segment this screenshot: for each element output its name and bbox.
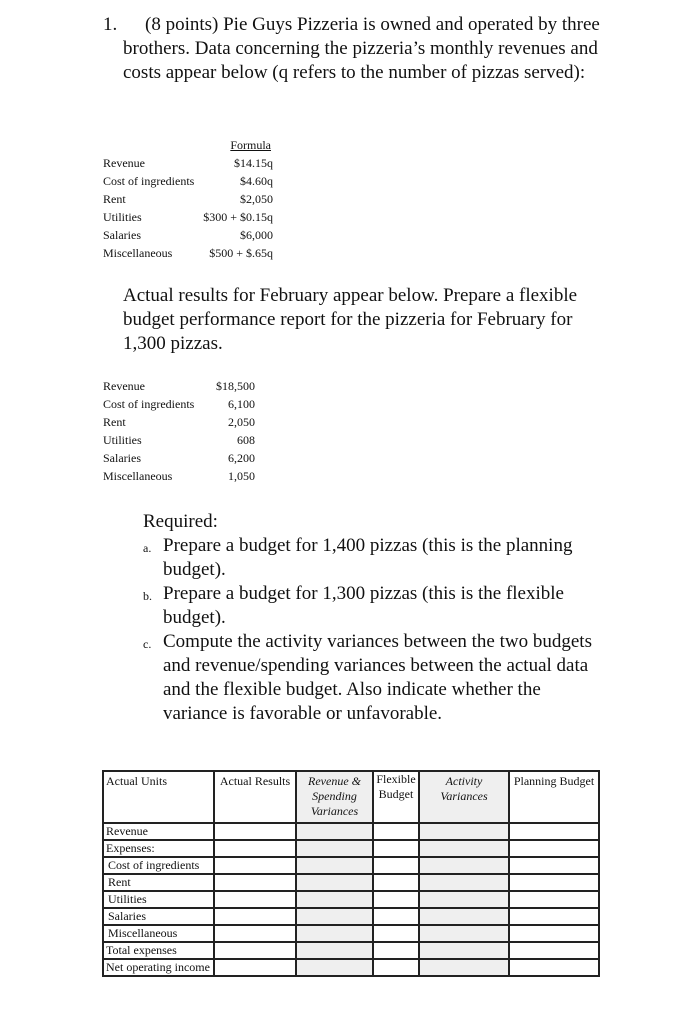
header-activity-variances: Activity Variances xyxy=(419,771,509,823)
required-item: Compute the activity variances between the two budgets and revenue/spending variances between the actual data and the flexible budget. Also indicate whether the variance is favorable or unfavorable. xyxy=(163,631,592,724)
cell-flexible-budget[interactable] xyxy=(373,874,419,891)
problem-number: 1. xyxy=(103,14,118,35)
cell-actual-results[interactable] xyxy=(214,959,296,976)
cell-actual-results[interactable] xyxy=(214,908,296,925)
cell-planning-budget[interactable] xyxy=(509,925,599,942)
cell-activity-variance[interactable] xyxy=(419,823,509,840)
item-letter: c. xyxy=(143,637,152,651)
required-title: Required: xyxy=(143,511,218,532)
cell-flexible-budget[interactable] xyxy=(373,823,419,840)
required-section xyxy=(143,510,603,726)
actual-results-table xyxy=(103,377,255,485)
cell-revenue-spending-variance[interactable] xyxy=(296,959,373,976)
cell-actual-results[interactable] xyxy=(214,840,296,857)
cell-activity-variance[interactable] xyxy=(419,925,509,942)
header-revenue-spending-variances: Revenue & Spending Variances xyxy=(296,771,373,823)
item-letter: b. xyxy=(143,589,152,603)
cell-actual-results[interactable] xyxy=(214,942,296,959)
actual-value: 608 xyxy=(237,433,255,447)
cell-planning-budget[interactable] xyxy=(509,857,599,874)
cell-revenue-spending-variance[interactable] xyxy=(296,942,373,959)
header-flexible-budget: Flexible Budget xyxy=(373,771,419,823)
header-actual-results: Actual Results xyxy=(214,771,296,823)
cell-activity-variance[interactable] xyxy=(419,959,509,976)
cell-planning-budget[interactable] xyxy=(509,959,599,976)
formula-label: Rent xyxy=(103,192,126,206)
table-row xyxy=(103,823,599,840)
table-row xyxy=(103,840,599,857)
header-actual-units: Actual Units xyxy=(103,771,214,823)
actual-value: 2,050 xyxy=(228,415,255,429)
formula-table xyxy=(103,136,273,262)
cell-revenue-spending-variance[interactable] xyxy=(296,857,373,874)
cell-flexible-budget[interactable] xyxy=(373,959,419,976)
row-label: Miscellaneous xyxy=(103,925,214,942)
actual-label: Revenue xyxy=(103,379,145,393)
table-row xyxy=(103,925,599,942)
row-label: Salaries xyxy=(103,908,214,925)
table-row xyxy=(103,942,599,959)
formula-label: Salaries xyxy=(103,228,141,242)
cell-planning-budget[interactable] xyxy=(509,908,599,925)
cell-planning-budget[interactable] xyxy=(509,942,599,959)
row-label: Net operating income xyxy=(103,959,214,976)
actual-label: Miscellaneous xyxy=(103,469,173,483)
formula-label: Revenue xyxy=(103,156,145,170)
formula-value: $2,050 xyxy=(240,192,273,206)
row-label: Rent xyxy=(103,874,214,891)
cell-revenue-spending-variance[interactable] xyxy=(296,823,373,840)
actual-value: 1,050 xyxy=(228,469,255,483)
cell-actual-results[interactable] xyxy=(214,925,296,942)
actual-value: $18,500 xyxy=(216,379,255,393)
actual-label: Rent xyxy=(103,415,126,429)
cell-activity-variance[interactable] xyxy=(419,891,509,908)
cell-activity-variance[interactable] xyxy=(419,942,509,959)
header-planning-budget: Planning Budget xyxy=(509,771,599,823)
cell-revenue-spending-variance[interactable] xyxy=(296,840,373,857)
cell-planning-budget[interactable] xyxy=(509,891,599,908)
formula-label: Cost of ingredients xyxy=(103,174,195,188)
table-row xyxy=(103,891,599,908)
table-row xyxy=(103,857,599,874)
required-item: Prepare a budget for 1,400 pizzas (this is the planning budget). xyxy=(163,535,573,580)
cell-flexible-budget[interactable] xyxy=(373,840,419,857)
cell-planning-budget[interactable] xyxy=(509,823,599,840)
cell-flexible-budget[interactable] xyxy=(373,942,419,959)
actual-intro: Actual results for February appear below. Prepare a flexible budget performance report for the pizzeria for February for 1,300 pizzas. xyxy=(123,285,578,354)
formula-value: $6,000 xyxy=(240,228,273,242)
row-label: Total expenses xyxy=(103,942,214,959)
cell-flexible-budget[interactable] xyxy=(373,908,419,925)
formula-value: $4.60q xyxy=(240,174,273,188)
cell-flexible-budget[interactable] xyxy=(373,925,419,942)
performance-report-table xyxy=(102,770,600,977)
cell-activity-variance[interactable] xyxy=(419,874,509,891)
formula-value: $300 + $0.15q xyxy=(203,210,273,224)
cell-revenue-spending-variance[interactable] xyxy=(296,891,373,908)
cell-actual-results[interactable] xyxy=(214,874,296,891)
cell-activity-variance[interactable] xyxy=(419,840,509,857)
cell-revenue-spending-variance[interactable] xyxy=(296,874,373,891)
cell-flexible-budget[interactable] xyxy=(373,891,419,908)
cell-activity-variance[interactable] xyxy=(419,857,509,874)
row-label: Cost of ingredients xyxy=(103,857,214,874)
cell-planning-budget[interactable] xyxy=(509,840,599,857)
cell-revenue-spending-variance[interactable] xyxy=(296,925,373,942)
formula-label: Miscellaneous xyxy=(103,246,173,260)
cell-activity-variance[interactable] xyxy=(419,908,509,925)
cell-actual-results[interactable] xyxy=(214,823,296,840)
cell-planning-budget[interactable] xyxy=(509,874,599,891)
row-label: Expenses: xyxy=(103,840,214,857)
problem-text: (8 points) Pie Guys Pizzeria is owned and operated by three brothers. Data concerning the pizzeria’s monthly revenues and costs appear below (q refers to the number of pizzas served): xyxy=(123,14,600,83)
cell-flexible-budget[interactable] xyxy=(373,857,419,874)
row-label: Utilities xyxy=(103,891,214,908)
item-letter: a. xyxy=(143,541,152,555)
actual-value: 6,200 xyxy=(228,451,255,465)
actual-label: Salaries xyxy=(103,451,141,465)
cell-revenue-spending-variance[interactable] xyxy=(296,908,373,925)
actual-value: 6,100 xyxy=(228,397,255,411)
actual-label: Cost of ingredients xyxy=(103,397,195,411)
required-item: Prepare a budget for 1,300 pizzas (this is the flexible budget). xyxy=(163,583,564,628)
cell-actual-results[interactable] xyxy=(214,891,296,908)
cell-actual-results[interactable] xyxy=(214,857,296,874)
table-row xyxy=(103,874,599,891)
formula-header: Formula xyxy=(230,138,271,152)
formula-value: $14.15q xyxy=(234,156,273,170)
actual-label: Utilities xyxy=(103,433,142,447)
table-row xyxy=(103,959,599,976)
table-row xyxy=(103,908,599,925)
formula-value: $500 + $.65q xyxy=(209,246,273,260)
formula-label: Utilities xyxy=(103,210,142,224)
row-label: Revenue xyxy=(103,823,214,840)
